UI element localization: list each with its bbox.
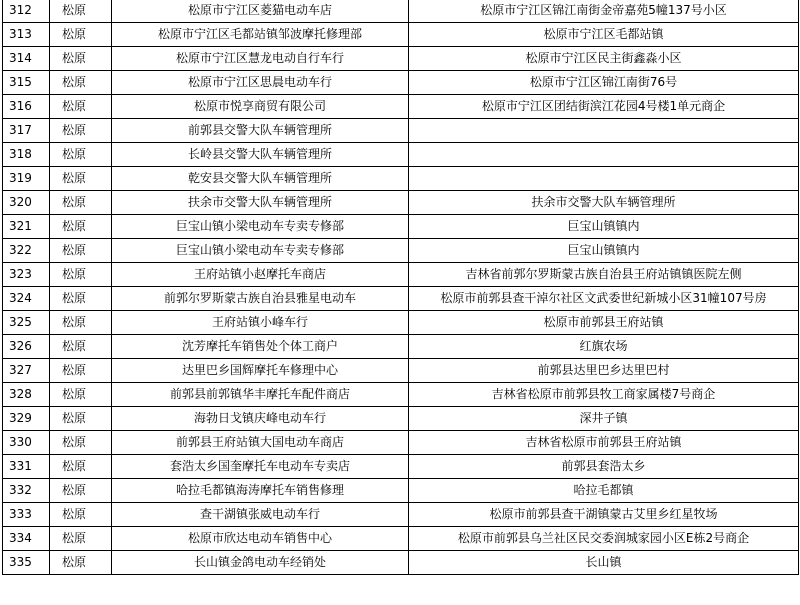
row-number-cell: 328 [3,383,50,407]
table-row [3,23,799,47]
city-cell: 松原 [50,119,112,143]
city-cell: 松原 [50,0,112,23]
table-row [3,455,799,479]
dealer-name-cell: 松原市欣达电动车销售中心 [112,527,409,551]
city-cell: 松原 [50,359,112,383]
table-row [3,215,799,239]
city-cell: 松原 [50,407,112,431]
address-cell: 前郭县套浩太乡 [409,455,799,479]
address-cell: 吉林省松原市前郭县牧工商家属楼7号商企 [409,383,799,407]
address-cell: 松原市前郭县查干湖镇蒙古艾里乡红星牧场 [409,503,799,527]
row-number-cell: 316 [3,95,50,119]
row-number-cell: 323 [3,263,50,287]
city-cell: 松原 [50,263,112,287]
row-number-cell: 312 [3,0,50,23]
table-row [3,479,799,503]
address-cell [409,167,799,191]
city-cell: 松原 [50,455,112,479]
table-row [3,143,799,167]
table-row [3,167,799,191]
row-number-cell: 331 [3,455,50,479]
address-cell: 吉林省松原市前郭县王府站镇 [409,431,799,455]
row-number-cell: 315 [3,71,50,95]
dealer-name-cell: 王府站镇小峰车行 [112,311,409,335]
city-cell: 松原 [50,47,112,71]
city-cell: 松原 [50,167,112,191]
row-number-cell: 319 [3,167,50,191]
address-cell: 哈拉毛都镇 [409,479,799,503]
table-row [3,407,799,431]
city-cell: 松原 [50,143,112,167]
row-number-cell: 314 [3,47,50,71]
city-cell: 松原 [50,335,112,359]
row-number-cell: 333 [3,503,50,527]
address-cell: 松原市宁江区锦江南街金帝嘉苑5幢137号小区 [409,0,799,23]
table-row [3,239,799,263]
table-row [3,47,799,71]
row-number-cell: 332 [3,479,50,503]
city-cell: 松原 [50,527,112,551]
row-number-cell: 322 [3,239,50,263]
dealer-name-cell: 前郭县交警大队车辆管理所 [112,119,409,143]
table-row [3,335,799,359]
address-cell: 松原市宁江区毛都站镇 [409,23,799,47]
city-cell: 松原 [50,431,112,455]
dealer-name-cell: 达里巴乡国辉摩托车修理中心 [112,359,409,383]
table-row [3,527,799,551]
dealer-name-cell: 沈芳摩托车销售处个体工商户 [112,335,409,359]
city-cell: 松原 [50,287,112,311]
table-row [3,359,799,383]
row-number-cell: 318 [3,143,50,167]
city-cell: 松原 [50,503,112,527]
row-number-cell: 325 [3,311,50,335]
row-number-cell: 329 [3,407,50,431]
dealer-name-cell: 长岭县交警大队车辆管理所 [112,143,409,167]
row-number-cell: 317 [3,119,50,143]
dealer-name-cell: 前郭尔罗斯蒙古族自治县雅星电动车 [112,287,409,311]
address-cell: 松原市宁江区民主街鑫淼小区 [409,47,799,71]
table-row [3,71,799,95]
address-cell [409,119,799,143]
dealer-name-cell: 松原市悦享商贸有限公司 [112,95,409,119]
table-row [3,263,799,287]
dealer-name-cell: 王府站镇小赵摩托车商店 [112,263,409,287]
address-cell: 松原市前郭县查干淖尔社区文武委世纪新城小区31幢107号房 [409,287,799,311]
city-cell: 松原 [50,95,112,119]
dealer-name-cell: 松原市宁江区毛都站镇邹波摩托修理部 [112,23,409,47]
address-cell [409,143,799,167]
city-cell: 松原 [50,479,112,503]
table-row [3,311,799,335]
dealer-name-cell: 巨宝山镇小梁电动车专卖专修部 [112,215,409,239]
dealer-name-cell: 套浩太乡国奎摩托车电动车专卖店 [112,455,409,479]
city-cell: 松原 [50,191,112,215]
address-cell: 巨宝山镇镇内 [409,215,799,239]
dealer-name-cell: 乾安县交警大队车辆管理所 [112,167,409,191]
row-number-cell: 320 [3,191,50,215]
row-number-cell: 335 [3,551,50,575]
table-body [3,0,799,575]
city-cell: 松原 [50,551,112,575]
address-cell: 松原市宁江区锦江南街76号 [409,71,799,95]
address-cell: 松原市宁江区团结街滨江花园4号楼1单元商企 [409,95,799,119]
city-cell: 松原 [50,23,112,47]
table-row [3,191,799,215]
address-cell: 扶余市交警大队车辆管理所 [409,191,799,215]
address-cell: 长山镇 [409,551,799,575]
table-row [3,287,799,311]
dealer-name-cell: 前郭县前郭镇华丰摩托车配件商店 [112,383,409,407]
dealer-name-cell: 前郭县王府站镇大国电动车商店 [112,431,409,455]
dealer-name-cell: 查干湖镇张威电动车行 [112,503,409,527]
address-cell: 红旗农场 [409,335,799,359]
city-cell: 松原 [50,311,112,335]
dealer-name-cell: 松原市宁江区思晨电动车行 [112,71,409,95]
dealer-name-cell: 长山镇金鸽电动车经销处 [112,551,409,575]
city-cell: 松原 [50,71,112,95]
dealer-name-cell: 哈拉毛都镇海涛摩托车销售修理 [112,479,409,503]
address-cell: 松原市前郭县乌兰社区民交委润城家园小区E栋2号商企 [409,527,799,551]
table-row [3,431,799,455]
address-cell: 巨宝山镇镇内 [409,239,799,263]
row-number-cell: 313 [3,23,50,47]
dealer-name-cell: 松原市宁江区菱猫电动车店 [112,0,409,23]
address-cell: 深井子镇 [409,407,799,431]
row-number-cell: 321 [3,215,50,239]
table-row [3,503,799,527]
city-cell: 松原 [50,383,112,407]
city-cell: 松原 [50,215,112,239]
table-row [3,119,799,143]
dealer-name-cell: 扶余市交警大队车辆管理所 [112,191,409,215]
row-number-cell: 334 [3,527,50,551]
table-row [3,383,799,407]
address-cell: 前郭县达里巴乡达里巴村 [409,359,799,383]
row-number-cell: 326 [3,335,50,359]
table-row [3,551,799,575]
table-row [3,95,799,119]
table-row [3,0,799,23]
row-number-cell: 324 [3,287,50,311]
row-number-cell: 330 [3,431,50,455]
dealer-name-cell: 巨宝山镇小梁电动车专卖专修部 [112,239,409,263]
city-cell: 松原 [50,239,112,263]
dealer-name-cell: 松原市宁江区慧龙电动自行车行 [112,47,409,71]
address-cell: 吉林省前郭尔罗斯蒙古族自治县王府站镇镇医院左侧 [409,263,799,287]
dealer-table [2,0,799,575]
dealer-name-cell: 海勃日戈镇庆峰电动车行 [112,407,409,431]
address-cell: 松原市前郭县王府站镇 [409,311,799,335]
row-number-cell: 327 [3,359,50,383]
